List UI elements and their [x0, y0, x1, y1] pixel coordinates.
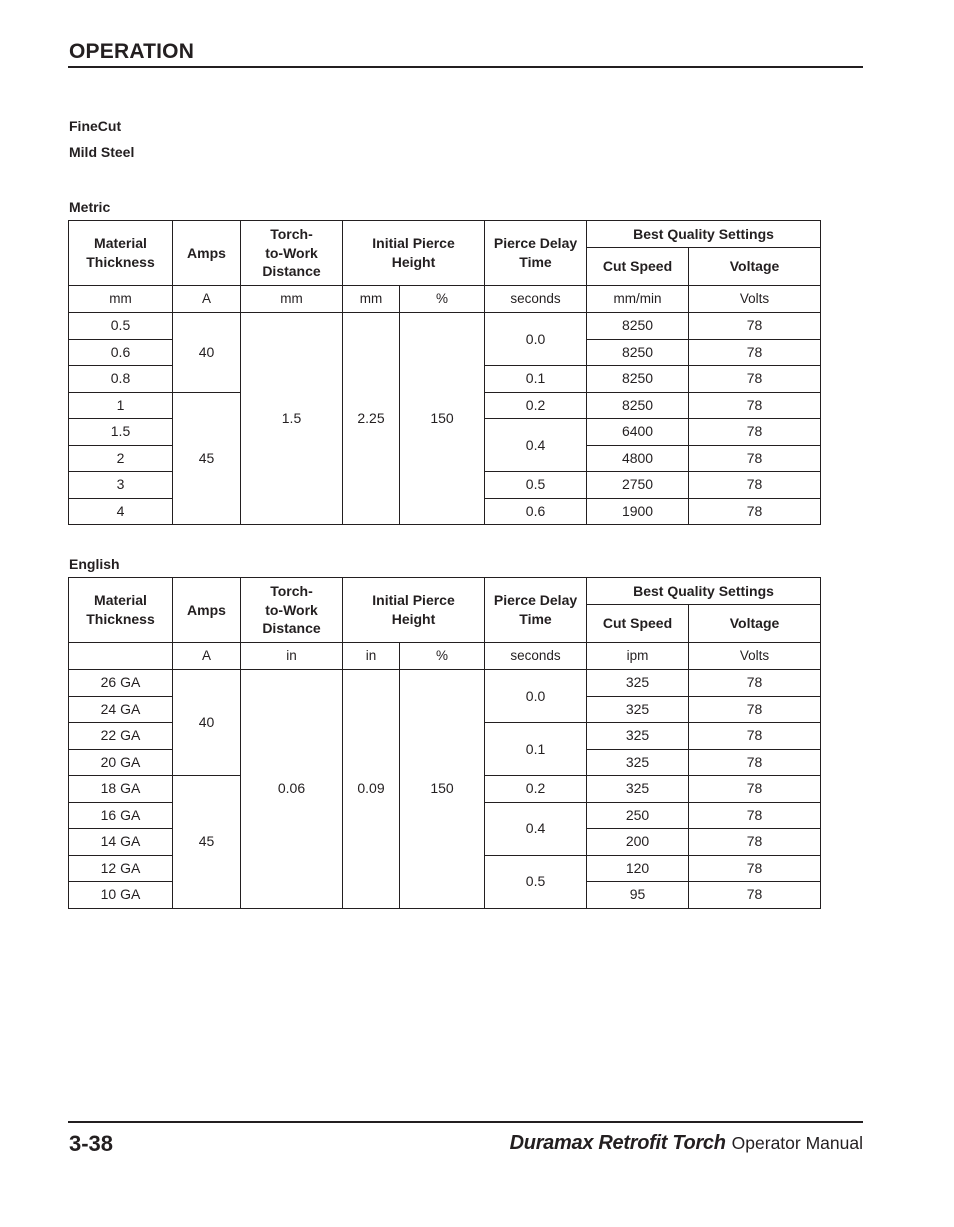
thickness-cell: 0.5 — [69, 313, 173, 340]
thickness-cell: 14 GA — [69, 829, 173, 856]
product-name: Duramax Retrofit Torch — [509, 1132, 726, 1154]
thickness-cell: 2 — [69, 445, 173, 472]
thickness-cell: 3 — [69, 472, 173, 499]
cut-speed-cell: 4800 — [587, 445, 689, 472]
section-title: OPERATION — [69, 40, 195, 63]
col-pierce-delay: Pierce Delay Time — [485, 221, 587, 286]
unit-pierce-pct: % — [400, 286, 485, 313]
thickness-cell: 18 GA — [69, 776, 173, 803]
metric-table — [68, 220, 821, 525]
thickness-cell: 16 GA — [69, 802, 173, 829]
process-name: FineCut — [69, 118, 122, 134]
unit-thickness — [69, 643, 173, 670]
unit-speed: mm/min — [587, 286, 689, 313]
col-initial-pierce-height: Initial Pierce Height — [343, 578, 485, 643]
cut-speed-cell: 8250 — [587, 366, 689, 393]
pierce-delay-cell: 0.4 — [485, 802, 587, 855]
col-cut-speed: Cut Speed — [587, 605, 689, 643]
col-best-quality: Best Quality Settings — [587, 221, 821, 248]
pierce-delay-cell: 0.6 — [485, 498, 587, 525]
manual-name: Operator Manual — [731, 1133, 863, 1153]
unit-pierce-height: in — [343, 643, 400, 670]
english-label: English — [69, 556, 120, 572]
pierce-delay-cell: 0.5 — [485, 855, 587, 908]
cut-speed-cell: 95 — [587, 882, 689, 909]
voltage-cell: 78 — [689, 829, 821, 856]
col-pierce-delay: Pierce Delay Time — [485, 578, 587, 643]
voltage-cell: 78 — [689, 749, 821, 776]
col-torch-to-work: Torch- to-Work Distance — [241, 221, 343, 286]
cut-speed-cell: 200 — [587, 829, 689, 856]
col-cut-speed: Cut Speed — [587, 248, 689, 286]
unit-amps: A — [173, 286, 241, 313]
col-voltage: Voltage — [689, 248, 821, 286]
page-number: 3-38 — [69, 1131, 114, 1156]
footer-title — [510, 1132, 863, 1155]
voltage-cell: 78 — [689, 445, 821, 472]
voltage-cell: 78 — [689, 855, 821, 882]
thickness-cell: 10 GA — [69, 882, 173, 909]
unit-distance: mm — [241, 286, 343, 313]
voltage-cell: 78 — [689, 802, 821, 829]
voltage-cell: 78 — [689, 339, 821, 366]
pierce-delay-cell: 0.2 — [485, 776, 587, 803]
col-amps: Amps — [173, 221, 241, 286]
unit-delay: seconds — [485, 286, 587, 313]
voltage-cell: 78 — [689, 776, 821, 803]
amps-cell: 45 — [173, 776, 241, 909]
cut-speed-cell: 2750 — [587, 472, 689, 499]
voltage-cell: 78 — [689, 313, 821, 340]
cut-speed-cell: 325 — [587, 670, 689, 697]
voltage-cell: 78 — [689, 498, 821, 525]
unit-voltage: Volts — [689, 286, 821, 313]
unit-pierce-height: mm — [343, 286, 400, 313]
col-material-thickness: Material Thickness — [69, 578, 173, 643]
torch-to-work-cell: 0.06 — [241, 670, 343, 909]
col-material-thickness: Material Thickness — [69, 221, 173, 286]
col-best-quality: Best Quality Settings — [587, 578, 821, 605]
thickness-cell: 0.6 — [69, 339, 173, 366]
col-torch-to-work: Torch- to-Work Distance — [241, 578, 343, 643]
cut-speed-cell: 8250 — [587, 392, 689, 419]
unit-amps: A — [173, 643, 241, 670]
cut-speed-cell: 1900 — [587, 498, 689, 525]
thickness-cell: 4 — [69, 498, 173, 525]
voltage-cell: 78 — [689, 670, 821, 697]
table-row — [69, 670, 821, 697]
pierce-delay-cell: 0.0 — [485, 670, 587, 723]
cut-speed-cell: 8250 — [587, 339, 689, 366]
thickness-cell: 22 GA — [69, 723, 173, 750]
pierce-delay-cell: 0.1 — [485, 366, 587, 393]
voltage-cell: 78 — [689, 882, 821, 909]
cut-speed-cell: 8250 — [587, 313, 689, 340]
torch-to-work-cell: 1.5 — [241, 313, 343, 525]
thickness-cell: 12 GA — [69, 855, 173, 882]
cut-speed-cell: 6400 — [587, 419, 689, 446]
cut-speed-cell: 325 — [587, 749, 689, 776]
pierce-delay-cell: 0.1 — [485, 723, 587, 776]
unit-voltage: Volts — [689, 643, 821, 670]
col-voltage: Voltage — [689, 605, 821, 643]
col-amps: Amps — [173, 578, 241, 643]
metric-label: Metric — [69, 199, 111, 215]
unit-pierce-pct: % — [400, 643, 485, 670]
pierce-delay-cell: 0.2 — [485, 392, 587, 419]
amps-cell: 40 — [173, 670, 241, 776]
thickness-cell: 1.5 — [69, 419, 173, 446]
pierce-pct-cell: 150 — [400, 670, 485, 909]
pierce-delay-cell: 0.0 — [485, 313, 587, 366]
unit-thickness: mm — [69, 286, 173, 313]
unit-distance: in — [241, 643, 343, 670]
pierce-delay-cell: 0.5 — [485, 472, 587, 499]
voltage-cell: 78 — [689, 472, 821, 499]
footer-rule — [68, 1121, 863, 1123]
thickness-cell: 20 GA — [69, 749, 173, 776]
col-initial-pierce-height: Initial Pierce Height — [343, 221, 485, 286]
header-rule — [68, 66, 863, 68]
voltage-cell: 78 — [689, 419, 821, 446]
pierce-height-cell: 0.09 — [343, 670, 400, 909]
material-name: Mild Steel — [69, 144, 135, 160]
pierce-delay-cell: 0.4 — [485, 419, 587, 472]
amps-cell: 45 — [173, 392, 241, 525]
voltage-cell: 78 — [689, 696, 821, 723]
pierce-height-cell: 2.25 — [343, 313, 400, 525]
cut-speed-cell: 250 — [587, 802, 689, 829]
thickness-cell: 1 — [69, 392, 173, 419]
cut-speed-cell: 325 — [587, 696, 689, 723]
english-table — [68, 577, 821, 909]
unit-speed: ipm — [587, 643, 689, 670]
thickness-cell: 26 GA — [69, 670, 173, 697]
voltage-cell: 78 — [689, 723, 821, 750]
thickness-cell: 0.8 — [69, 366, 173, 393]
pierce-pct-cell: 150 — [400, 313, 485, 525]
thickness-cell: 24 GA — [69, 696, 173, 723]
cut-speed-cell: 325 — [587, 776, 689, 803]
table-row — [69, 313, 821, 340]
amps-cell: 40 — [173, 313, 241, 393]
cut-speed-cell: 325 — [587, 723, 689, 750]
voltage-cell: 78 — [689, 366, 821, 393]
voltage-cell: 78 — [689, 392, 821, 419]
unit-delay: seconds — [485, 643, 587, 670]
cut-speed-cell: 120 — [587, 855, 689, 882]
